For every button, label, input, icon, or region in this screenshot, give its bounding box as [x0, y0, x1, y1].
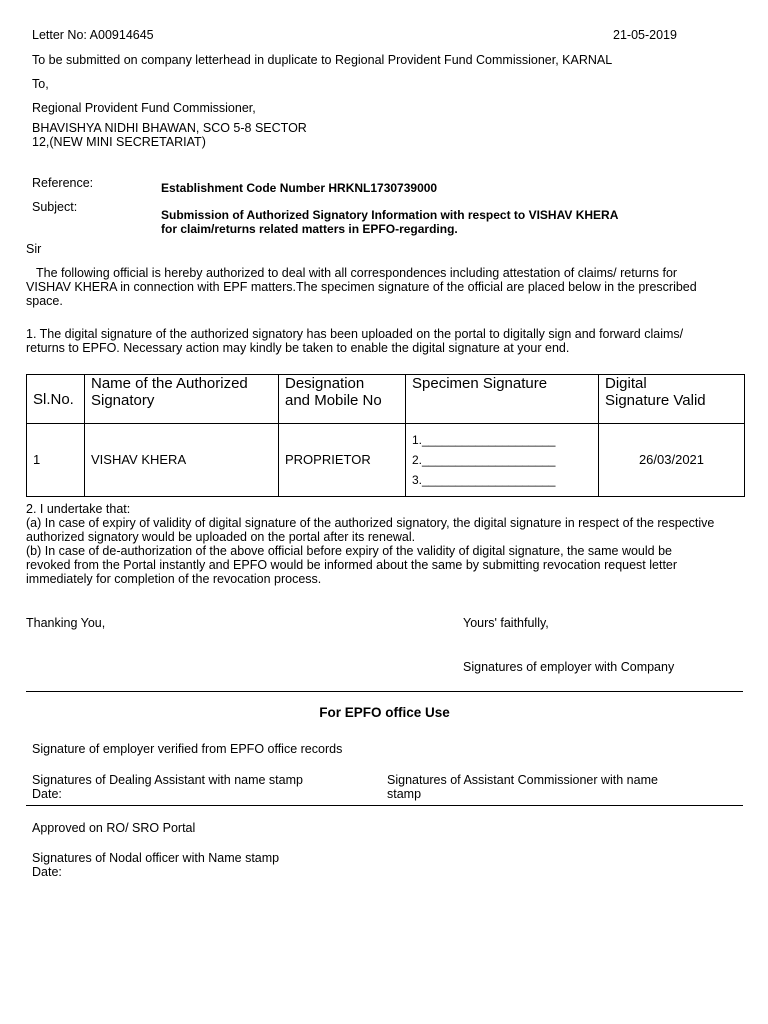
recipient-title: Regional Provident Fund Commissioner, — [32, 101, 256, 115]
submission-instruction: To be submitted on company letterhead in duplicate to Regional Provident Fund Commissioner, KARNAL — [32, 53, 613, 67]
salutation: Sir — [26, 242, 42, 256]
cell-specimen — [406, 424, 599, 497]
undertaking-intro: 2. I undertake that: — [26, 502, 131, 516]
header-designation: Designation and Mobile No — [279, 375, 406, 424]
dealing-assistant-date: Date: — [32, 787, 62, 801]
paragraph1-line2: VISHAV KHERA in connection with EPF matters.The specimen signature of the official are placed below in the prescribed — [26, 280, 697, 294]
paragraph1-line3: space. — [26, 294, 63, 308]
divider — [26, 691, 743, 692]
undertaking-a-line1: (a) In case of expiry of validity of digital signature of the authorized signatory, the digital signature in respect of the respective — [26, 516, 715, 530]
recipient-address-line2: 12,(NEW MINI SECRETARIAT) — [32, 135, 206, 149]
epfo-verified-label: Signature of employer verified from EPFO office records — [32, 742, 343, 756]
cell-valid: 26/03/2021 — [599, 424, 745, 497]
reference-value: Establishment Code Number HRKNL1730739000 — [161, 181, 438, 195]
header-digital-valid: Digital Signature Valid — [599, 375, 745, 424]
letter-number: Letter No: A00914645 — [32, 28, 154, 42]
signatory-table — [26, 374, 745, 497]
subject-line2: for claim/returns related matters in EPFO-regarding. — [161, 222, 458, 236]
epfo-heading: For EPFO office Use — [319, 705, 450, 720]
assistant-commissioner-label-line1: Signatures of Assistant Commissioner with name — [387, 773, 658, 787]
dealing-assistant-label: Signatures of Dealing Assistant with name stamp — [32, 773, 303, 787]
subject-line1: Submission of Authorized Signatory Information with respect to VISHAV KHERA — [161, 208, 619, 222]
table-row — [27, 424, 745, 497]
cell-name: VISHAV KHERA — [85, 424, 279, 497]
header-slno: Sl.No. — [27, 375, 85, 424]
table-header-row — [27, 375, 745, 424]
undertaking-b-line1: (b) In case of de-authorization of the above official before expiry of the validity of digital signature, the same would be — [26, 544, 672, 558]
letter-date: 21-05-2019 — [613, 28, 677, 42]
to-label: To, — [32, 77, 49, 91]
recipient-address-line1: BHAVISHYA NIDHI BHAWAN, SCO 5-8 SECTOR — [32, 121, 307, 135]
specimen-line-3: 3.____________________ — [412, 473, 556, 487]
specimen-line-1: 1.____________________ — [412, 433, 556, 447]
nodal-officer-label: Signatures of Nodal officer with Name stamp — [32, 851, 280, 865]
paragraph2-line1: 1. The digital signature of the authorized signatory has been uploaded on the portal to digitally sign and forward claims/ — [26, 327, 684, 341]
cell-designation: PROPRIETOR — [279, 424, 406, 497]
yours-faithfully: Yours' faithfully, — [463, 616, 549, 630]
paragraph1-line1: The following official is hereby authorized to deal with all correspondences including attestation of claims/ returns for — [36, 266, 678, 280]
reference-label: Reference: — [32, 176, 94, 190]
nodal-officer-date: Date: — [32, 865, 62, 879]
thanking-text: Thanking You, — [26, 616, 106, 630]
undertaking-b-line3: immediately for completion of the revocation process. — [26, 572, 322, 586]
cell-slno: 1 — [27, 424, 85, 497]
paragraph2-line2: returns to EPFO. Necessary action may kindly be taken to enable the digital signature at your end. — [26, 341, 570, 355]
header-name: Name of the Authorized Signatory — [85, 375, 279, 424]
approved-portal-label: Approved on RO/ SRO Portal — [32, 821, 196, 835]
undertaking-a-line2: authorized signatory would be uploaded on the portal after its renewal. — [26, 530, 416, 544]
employer-signature-label: Signatures of employer with Company — [463, 660, 675, 674]
subject-label: Subject: — [32, 200, 78, 214]
specimen-line-2: 2.____________________ — [412, 453, 556, 467]
divider — [26, 805, 743, 806]
undertaking-b-line2: revoked from the Portal instantly and EPFO would be informed about the same by submitting revocation request letter — [26, 558, 678, 572]
header-specimen: Specimen Signature — [406, 375, 599, 424]
assistant-commissioner-label-line2: stamp — [387, 787, 422, 801]
